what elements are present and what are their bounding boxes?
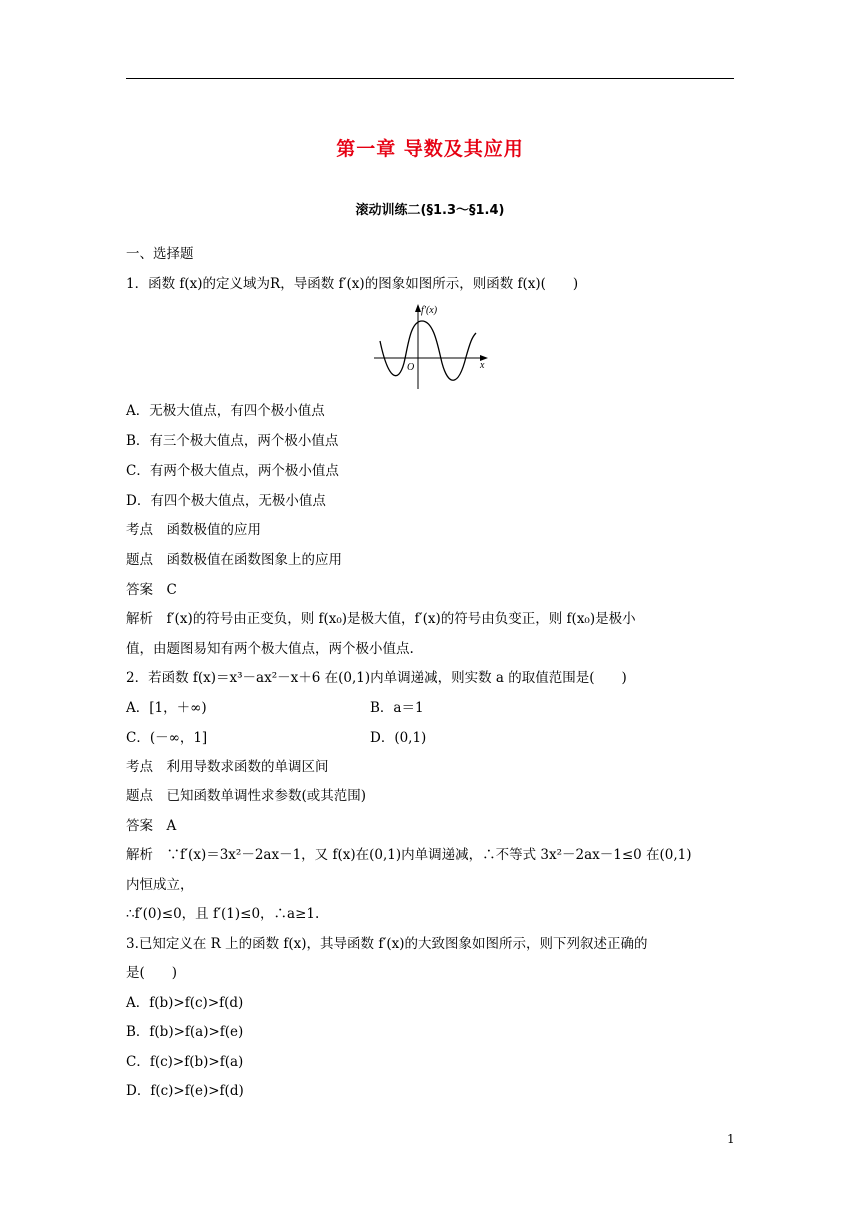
q1-option-b: B．有三个极大值点，两个极小值点 [126,433,339,449]
q1-stem: 1．函数 f(x)的定义域为R，导函数 f′(x)的图象如图所示，则函数 f(x)( ) [126,276,579,292]
q3-stem-line1: 3.已知定义在 R 上的函数 f(x)，其导函数 f′(x)的大致图象如图所示，则下列叙述正确的 [126,936,648,952]
q1-option-d: D．有四个极大值点，无极小值点 [126,493,326,509]
q2-kaodian: 考点 利用导数求函数的单调区间 [126,759,329,775]
q3-option-c: C．f(c)>f(b)>f(a) [126,1054,244,1070]
q1-option-c: C．有两个极大值点，两个极小值点 [126,463,339,479]
q3-option-a: A．f(b)>f(c)>f(d) [126,995,244,1011]
q2-analysis-line1: 解析 ∵f′(x)＝3x²－2ax－1，又 f(x)在(0,1)内单调递减，∴不等式 3x²－2ax－1≤0 在(0,1) [126,847,692,863]
origin-label: O [407,362,415,373]
x-axis-label: x [480,360,485,371]
q2-option-a: A．[1，＋∞) [126,700,207,716]
q1-analysis-line1: 解析 f′(x)的符号由正变负，则 f(x₀)是极大值，f′(x)的符号由负变正，则 f(x₀)是极小 [126,611,636,627]
q1-analysis-line2: 值，由题图易知有两个极大值点，两个极小值点. [126,641,414,657]
derivative-curve [380,321,476,380]
q2-analysis-line3: ∴f′(0)≤0，且 f′(1)≤0，∴a≥1. [126,906,320,922]
q1-tidian: 题点 函数极值在函数图象上的应用 [126,552,342,568]
q1-option-a: A．无极大值点，有四个极小值点 [126,403,325,419]
q3-option-d: D．f(c)>f(e)>f(d) [126,1083,244,1099]
y-axis-label: f′(x) [421,305,438,316]
exercise-subtitle: 滚动训练二(§1.3～§1.4) [355,203,505,218]
q1-derivative-graph [368,301,492,393]
q2-option-c: C．(－∞，1] [126,730,208,746]
q1-answer: 答案 C [126,582,177,598]
section-heading: 一、选择题 [126,246,194,262]
chapter-title: 第一章 导数及其应用 [336,138,524,160]
q2-stem: 2．若函数 f(x)＝x³－ax²－x＋6 在(0,1)内单调递减，则实数 a 的取值范围是( ) [126,670,627,686]
q2-tidian: 题点 已知函数单调性求参数(或其范围) [126,788,367,804]
q2-option-b: B．a＝1 [370,700,424,716]
q1-kaodian: 考点 函数极值的应用 [126,522,261,538]
q2-analysis-line2: 内恒成立， [126,877,194,893]
header-rule [126,78,734,79]
q3-stem-line2: 是( ) [126,965,178,981]
q2-option-d: D．(0,1) [370,730,427,746]
q3-option-b: B．f(b)>f(a)>f(e) [126,1024,244,1040]
q2-answer: 答案 A [126,818,177,834]
page-number: 1 [727,1132,735,1146]
